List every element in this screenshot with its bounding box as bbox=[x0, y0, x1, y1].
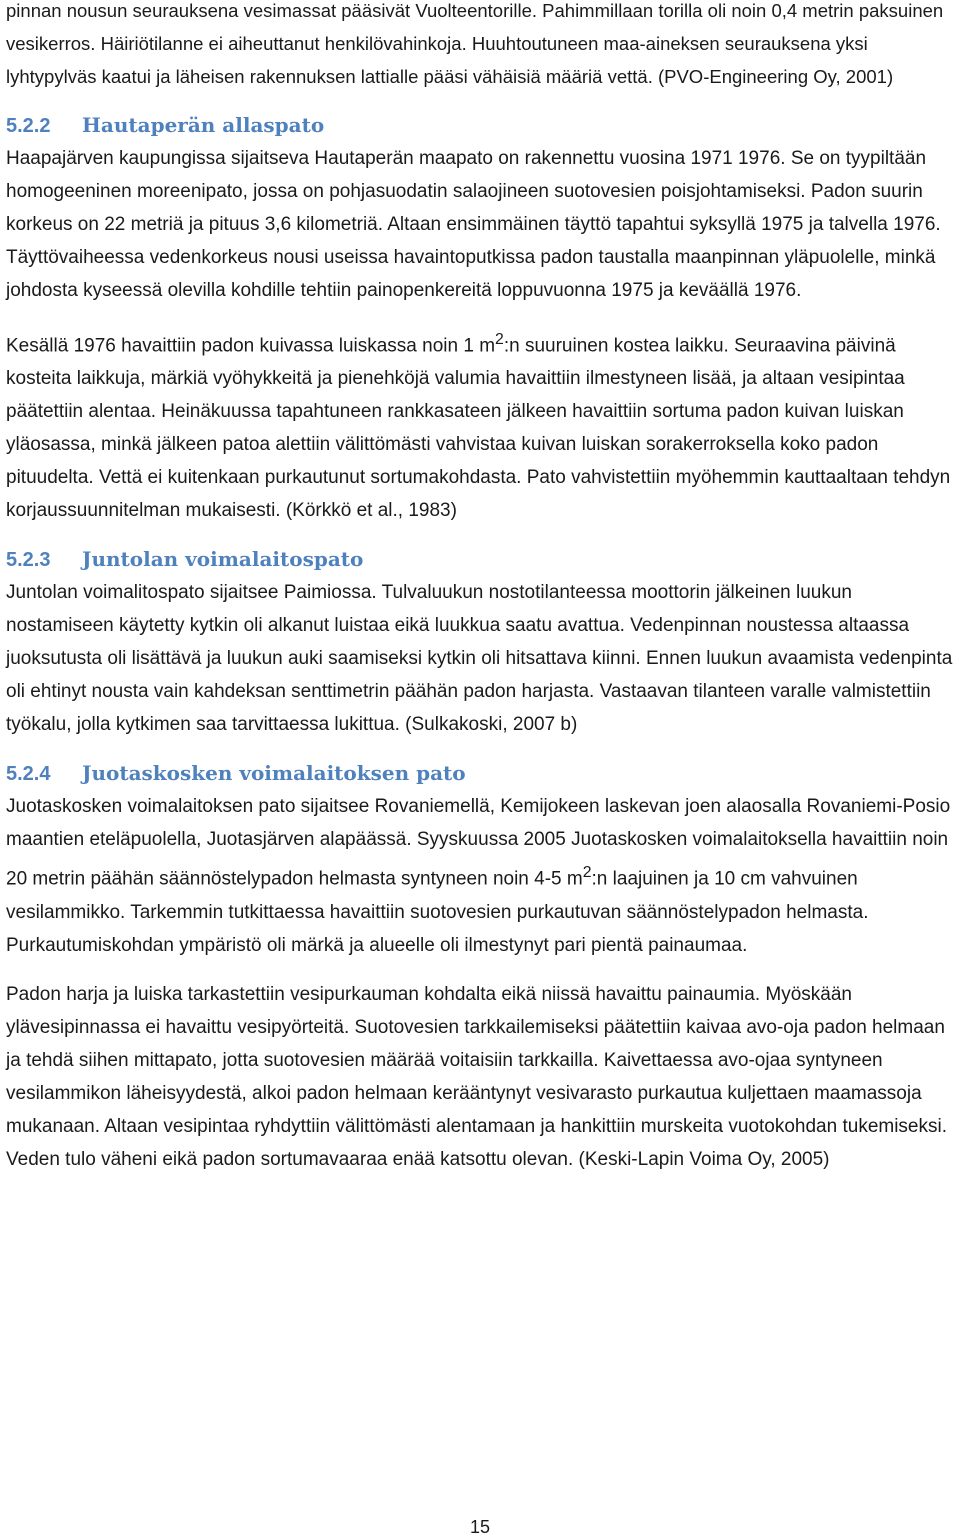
section-title: Hautaperän allaspato bbox=[82, 113, 325, 137]
paragraph-juotaskoski-actions: Padon harja ja luiska tarkastettiin vesipurkauman kohdalta eikä niissä havaittu painaumia. Myöskään ylävesipinnassa ei havaittu vesipyörteitä. Suotovesien tarkkailemiseksi päätettiin kaivaa avo-oja padon helmaan ja tehdä siihen mittapato, jotta suotovesien määrää voitaisiin tarkkailla. Kaivettaessa avo-ojaa syntyneen vesilammikon läheisyydestä, alkoi padon helmaan kerääntynyt vesivarasto purkautua kuljettaen maamassoja mukanaan. Altaan vesipintaa ryhdyttiin välittömästi alentamaan ja hankittiin murskeita vuotokohdan tukemiseksi. Veden tulo väheni eikä padon sortumavaaraa enää katsottu olevan. (Keski-Lapin Voima Oy, 2005) bbox=[6, 983, 948, 1170]
paragraph-flood-continuation: pinnan nousun seurauksena vesimassat pääsivät Vuolteentorille. Pahimmillaan torilla oli noin 0,4 metrin paksuinen vesikerros. Häiriötilanne ei aiheuttanut henkilövahinkoja. Huuhtoutuneen maa-aineksen seurauksena yksi lyhtypylväs kaatui ja läheisen rakennuksen lattialle pääsi vähäisiä määriä vettä. (PVO-Engineering Oy, 2001) bbox=[6, 0, 944, 87]
section-heading-5-2-4 bbox=[6, 757, 954, 790]
paragraph-hautapera-incident bbox=[6, 323, 954, 527]
section-number: 5.2.4 bbox=[6, 763, 51, 786]
superscript: 2 bbox=[582, 864, 592, 882]
section-number: 5.2.2 bbox=[6, 115, 51, 137]
paragraph-juotaskoski-intro bbox=[6, 790, 954, 961]
section-number: 5.2.3 bbox=[6, 549, 51, 572]
superscript: 2 bbox=[495, 331, 504, 348]
text-span: Juotaskosken voimalaitoksen pato sijaitsee Rovaniemellä, Kemijokeen laskevan joen alaosalla Rovaniemi-Posio maantien eteläpuolella, Juotasjärven alapäässä. Syyskuussa 2005 Juotaskosken voimalaitoksella havaittiin noin 20 metrin päähän säännöstelypadon helmasta syntyneen noin 4-5 m bbox=[6, 796, 951, 890]
document-body bbox=[6, 0, 954, 1176]
text-span: :n suuruinen kostea laikku. Seuraavina päivinä kosteita laikkuja, märkiä vyöhykkeitä ja pienehköjä valumia havaittiin ilmestyneen lisää, ja altaan vesipintaa päätettiin alentaa. Heinäkuussa tapahtuneen rankkasateen jälkeen havaittiin sortuma padon kuivan luiskan yläosassa, minkä jälkeen patoa alettiin välittömästi vahvistaa kuivan luiskan sorakerroksella koko padon pituudelta. Vettä ei kuitenkaan purkautunut sortumakohdasta. Pato vahvistettiin myöhemmin kauttaaltaan tehdyn korjaussuunnitelman mukaisesti. (Körkkö et al., 1983) bbox=[6, 335, 951, 522]
paragraph-hautapera-intro: Haapajärven kaupungissa sijaitseva Hautaperän maapato on rakennettu vuosina 1971 1976. Se on tyypiltään homogeeninen moreenipato, jossa on pohjasuodatin salaojineen suotovesien poisjohtamiseksi. Padon suurin korkeus on 22 metriä ja pituus 3,6 kilometriä. Altaan ensimmäinen täyttö tapahtui syksyllä 1975 ja talvella 1976. Täyttövaiheessa vedenkorkeus nousi useissa havaintoputkissa padon taustalla maanpinnan yläpuolelle, minkä johdosta kyseessä olevilla kohdille tehtiin painopenkereitä loppuvuonna 1975 ja keväällä 1976. bbox=[6, 148, 941, 301]
section-title: Juotaskosken voimalaitoksen pato bbox=[82, 761, 466, 786]
section-heading-5-2-3 bbox=[6, 543, 954, 576]
page-number: 15 bbox=[469, 1517, 491, 1537]
paragraph-juntola: Juntolan voimalitospato sijaitsee Paimiossa. Tulvaluukun nostotilanteessa moottorin jälkeinen luukun nostamiseen käytetty kytkin oli alkanut luistaa eikä luukkua saatu avattua. Vedenpinnan noustessa altaassa juoksutusta oli lisättävä ja luukun auki saamiseksi kytkin oli hitsattava kiinni. Ennen luukun avaamista vedenpinta oli ehtinyt nousta vain kahdeksan senttimetrin päähän padon harjasta. Vastaavan tilanteen varalle valmistettiin työkalu, jolla kytkimen saa tarvittaessa lukittua. (Sulkakoski, 2007 b) bbox=[6, 582, 953, 736]
text-span: Kesällä 1976 havaittiin padon kuivassa luiskassa noin 1 m bbox=[6, 335, 496, 357]
section-heading-5-2-2 bbox=[6, 109, 954, 142]
text-span: :n laajuinen ja 10 cm vahvuinen vesilammikko. Tarkemmin tutkittaessa havaittiin suotovesien purkautuvan säännöstelypadon helmasta. Purkautumiskohdan ympäristö oli märkä ja alueelle oli ilmestynyt pari pientä painaumaa. bbox=[6, 868, 869, 956]
section-title: Juntolan voimalaitospato bbox=[82, 547, 364, 572]
